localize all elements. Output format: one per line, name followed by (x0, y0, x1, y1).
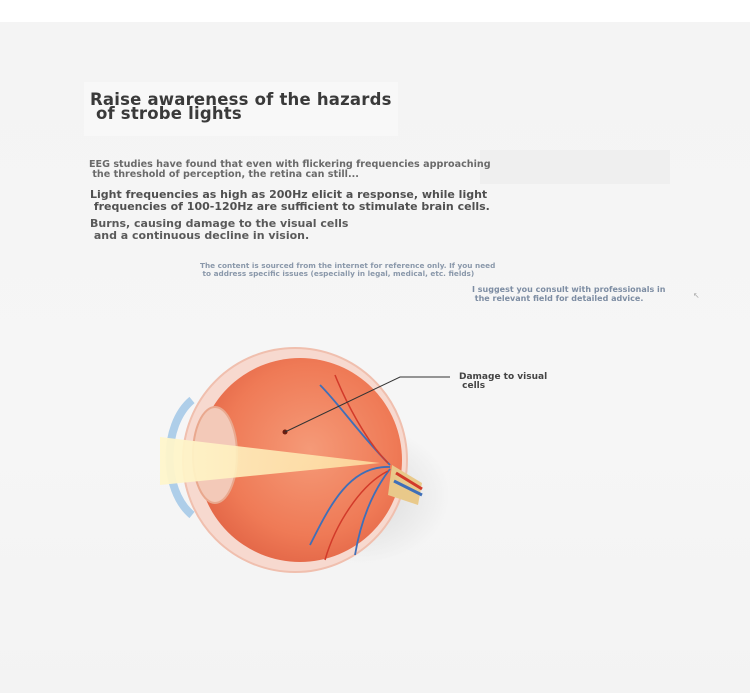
disclaimer-part2: I suggest you consult with professionals in the relevant field for detailed advice. (472, 285, 666, 303)
callout-label: Damage to visual cells (459, 372, 548, 391)
eye-illustration (160, 345, 450, 595)
page-title: Raise awareness of the hazards of strobe lights (90, 90, 392, 123)
background-glare (480, 150, 670, 184)
paragraph-burns: Burns, causing damage to the visual cells and a continuous decline in vision. (90, 217, 349, 242)
paragraph-frequencies: Light frequencies as high as 200Hz elicit a response, while light frequencies of 100-120Hz are sufficient to stimulate brain cells. (90, 188, 490, 213)
paragraph-eeg: EEG studies have found that even with flickering frequencies approaching the threshold of perception, the retina can still... (89, 159, 491, 180)
disclaimer-part1: The content is sourced from the internet for reference only. If you need to address specific issues (especially in legal, medical, etc. fields) (200, 261, 496, 278)
small-mark: ↖ (693, 291, 700, 300)
